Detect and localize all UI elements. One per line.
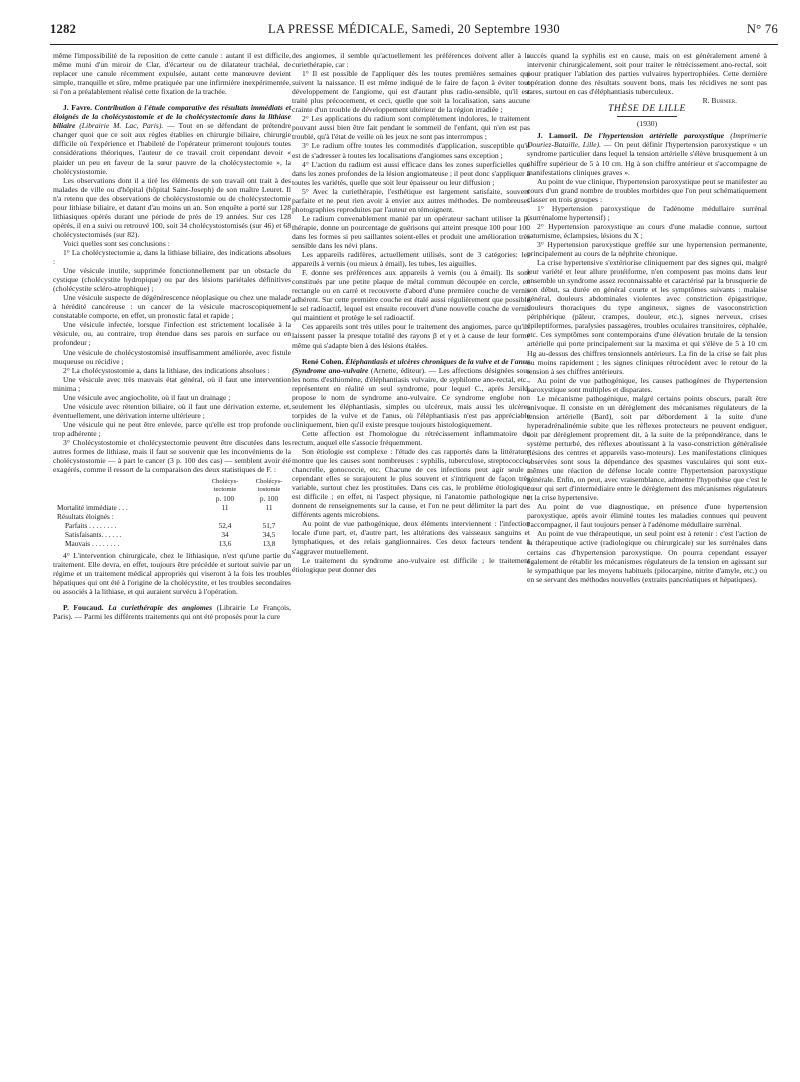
paragraph: 2° Hypertension paroxystique au cours d'une maladie connue, surtout saturnisme, éclampsies, lésions du X ;	[527, 221, 767, 240]
publication-title: LA PRESSE MÉDICALE, Samedi, 20 Septembre 1930	[268, 22, 560, 36]
table-row	[53, 521, 291, 530]
table-header: Cholécys-tectomie	[211, 478, 239, 493]
paragraph: Au point de vue diagnostique, en présence d'une hypertension paroxystique, après avoir éliminé toutes les maladies connues qui peuvent l'accompagner, il faut toujours penser à l'adénome médullaire surrénal.	[527, 502, 767, 530]
table-cell	[247, 512, 291, 521]
paragraph: 3° Le radium offre toutes les commodités d'application, susceptible qu'il est de s'adresser à toutes les localisations d'angiomes sans exception ;	[292, 141, 530, 160]
statistics-table	[53, 477, 291, 548]
paragraph: La crise hypertensive s'extériorise cliniquement par des signes qui, malgré leur variété et leur allure protéiforme, n'en composent pas moins dans leur ensemble un syndrome assez reconnaissable et caractérisé par la brusquerie de son début, sa durée en général courte et les symptômes suivants : malaise général, douleurs abdominales violentes avec constriction épigastrique, douleurs thoraciques du type angineux, signes de vasoconstriction périphérique (pâleur, crampes, douleur, etc.), signes nerveux, crises épileptiformes, paralysies passagères, troubles oculaires transitoires, céphalée, etc. Ces symptômes sont contemporains d'une élévation brutale de la tension artérielle qui porte principalement sur la maxima et qui s'élève de 5 à 10 cm Hg au-dessus des chiffres tensionnels antérieurs. La fin de la crise se fait plus ou moins rapidement ; les signes cliniques rétrocèdent avec le retour de la tension à ses chiffres antérieurs.	[527, 258, 767, 376]
review-publisher: (Librairie Le François, Paris).	[53, 603, 291, 622]
review-title: De l'hypertension artérielle paroxystique	[583, 131, 725, 141]
review-title: Contribution à l'étude comparative des résultats immédiats et éloignés de la cholécystostomie et de la cholécystectomie dans la lithiase biliaire	[53, 103, 291, 131]
table-cell: Parfaits . . . . . . . .	[65, 520, 117, 530]
table-cell: 34,5	[262, 529, 276, 539]
paragraph: 1° La cholécystectomie a, dans la lithiase biliaire, des indications absolues :	[53, 247, 291, 267]
paragraph: Au point de vue clinique, l'hypertension paroxystique peut se manifester au cours d'un grand nombre de troubles morbides que l'on peut schématiquement classer en trois groupes :	[527, 176, 767, 204]
table-cell: Résultats éloignés :	[57, 511, 114, 521]
review-author: P. Foucaud.	[63, 603, 104, 613]
paragraph: des angiomes, il semble qu'actuellement les préférences doivent aller à la curiethérapie, car :	[292, 51, 530, 70]
paragraph: F. donne ses préférences aux appareils à vernis (ou à émail). Ils sont constitués par une petite plaque de métal commun découpée en cercle, en rectangle ou en carré et recouverte d'abord d'une première couche de vernis adhérent. Sur cette première couche est étalé aussi régulièrement que possible le sel radioactif, lequel est ensuite recouvert d'une nouvelle couche de vernis qui maintient et protège le sel radioactif.	[292, 268, 530, 323]
issue-number: N° 76	[746, 22, 778, 36]
paragraph: Une vésicule infectée, lorsque l'infection est strictement localisée à la vésicule, ou, au contraire, trop étendue dans ses parois en surface ou en profondeur ;	[53, 320, 291, 348]
paragraph: Ces appareils sont très utiles pour le traitement des angiomes, parce qu'ils laissent passer la presque totalité des rayons β et γ et à cause de leur forme même qui s'adapte bien à des lésions étalées.	[292, 322, 530, 350]
table-unit: p. 100	[259, 493, 279, 503]
column-2	[292, 51, 530, 574]
review-cohen	[292, 357, 530, 429]
review-publisher: (Arnette, éditeur).	[370, 365, 427, 375]
paragraph: Une vésicule de cholécystostomisé insuffisamment améliorée, avec fistule muqueuse ou récidive ;	[53, 347, 291, 366]
review-body: — Tout en se défendant de prétendre changer quoi que ce soit aux règles établies en chirurgie biliaire, chirurgie difficile où l'expérience et l'habileté de l'opérateur primeront toujours toutes considérations théoriques, l'auteur de ce travail croit cependant devoir « plaider un peu en faveur de la sœur pauvre de la cholécystectomie », la cholécystostomie.	[53, 121, 291, 176]
table-cell: 34	[221, 529, 229, 539]
review-title: Éléphantiasis et ulcères chroniques de la vulve et de l'anus (Syndrome ano-vulvaire	[292, 356, 530, 375]
table-cell: 11	[221, 502, 229, 512]
paragraph: succès quand la syphilis est en cause, mais on est généralement amené à intervenir chirurgicalement, soit pour traiter le rétrécissement ano-rectal, soit pour pratiquer l'ablation des parties vulvaires hypertrophiées. Cette dernière opération donne des résultats souvent bons, mais les récidives ne sont pas rares, surtout en cas d'éléphantiasis tuberculeux.	[527, 51, 767, 97]
paragraph: Le traitement du syndrome ano-vulvaire est difficile ; le traitement étiologique peut donner des	[292, 555, 530, 574]
paragraph: Les observations dont il a tiré les éléments de son travail ont trait à des malades de ville ou d'hôpital (hôpital Saint-Joseph) de son maître Leuret. Il n'a retenu que des observations de cholécystostomie ou de cholécystectomie pour lithiase biliaire, et datant d'au moins un an. Son enquête a porté sur 128 lithiasiques opérés durant une période de près de 19 années. Sur ces 128 opérés, il en a suivi ou retrouvé 100, soit 34 cholécystostomisés (sur 46) et 68 cholécystectomisés (sur 82).	[53, 175, 291, 239]
table-cell: 13,6	[218, 538, 232, 548]
review-publisher: (Imprimerie Douriez-Bataille, Lille).	[527, 131, 767, 150]
paragraph: Le radium convenablement manié par un opérateur sachant utiliser la β-thérapie, donne un pourcentage de guérisons qui atteint presque 100 pour 100 dans les formes si peu saillantes soient-elles et produit une amélioration très sensible dans les névi plans.	[292, 213, 530, 250]
table-cell: 11	[265, 502, 273, 512]
page-header	[50, 22, 778, 40]
paragraph: Une vésicule avec très mauvais état général, où il faut une intervention minima ;	[53, 374, 291, 393]
table-cell: 51,7	[262, 520, 276, 530]
table-unit: p. 100	[215, 493, 235, 503]
section-year: (1930)	[636, 119, 658, 129]
review-body: — On peut définir l'hypertension paroxystique « un syndrome particulier dans lequel la tension artérielle s'élève brusquement à un chiffre supérieur de 5 à 10 cm. Hg à son chiffre antérieur et s'accompagne de manifestations cliniques graves ».	[527, 140, 768, 177]
paragraph: Au point de vue thérapeutique, un seul point est à retenir : c'est l'action de la thérapeutique active (radiologique ou chirurgicale) sur les surrénales dans certains cas d'hypertension paroxystique. On pourra cependant essayer également de rétablir les mécanismes régulateurs de la tension en agissant sur le sympathique par les moyens habituels (pilocarpine, nitrite d'amyle, etc.) ou en se servant des méthodes nouvelles (extraits pancréatiques et hépatiques).	[527, 529, 767, 584]
review-favre	[53, 103, 291, 175]
table-row	[53, 530, 291, 539]
paragraph: Les appareils radifères, actuellement utilisés, sont de 3 catégories: les appareils à vernis (ou mieux à émail), les tubes, les aiguilles.	[292, 250, 530, 269]
review-author: J. Lamoril.	[537, 131, 578, 141]
review-foucaud	[53, 603, 291, 621]
paragraph: Une vésicule inutile, supprimée fonctionnellement par un obstacle du cystique (cholécystite hydropique) ou par des lésions pariétales définitives (cholécystite scléro-atrophique) ;	[53, 266, 291, 294]
paragraph: Une vésicule suspecte de dégénérescence néoplasique ou chez une malade à hérédité cancéreuse : un cancer de la vésicule macroscopiquement constatable comporte, en effet, un pronostic fatal et rapide ;	[53, 293, 291, 321]
paragraph: 3° Cholécystostomie et cholécystectomie peuvent être discutées dans les autres formes de lithiase, mais il faut se souvenir que les inconvénients de la cholécystostomie — à part le cancer (3 p. 100 des cas) — semblent avoir été exagérés, comme il ressort de la comparaison des deux statistiques de F. :	[53, 437, 291, 475]
section-heading: THÈSE DE LILLE	[608, 104, 686, 115]
paragraph: 1° Il est possible de l'appliquer dès les toutes premières semaines qui suivent la naissance. Il est même indiqué de le faire de façon à éviter tout développement de l'angiome, qui est d'autant plus radio-sensible, qu'il est traité plus précocement, et ceci, quelle que soit la localisation, sans aucune crainte d'un trouble de développement ultérieur de la région irradiée ;	[292, 69, 530, 115]
paragraph: Au point de vue pathogénique, les causes pathogènes de l'hypertension paroxystique sont multiples et disparates.	[527, 375, 767, 394]
table-cell: Mortalité immédiate . . .	[57, 502, 128, 512]
paragraph: 4° L'intervention chirurgicale, chez le lithiasique, n'est qu'une partie du traitement. Elle devra, en effet, toujours être précédée et surtout suivie par un régime et un traitement médical appropriés qui viseront à la fois les troubles hépatiques qui ont été à l'origine de la cholécystite, et les troubles secondaires ou associés à la lithiase, et qui auraient survécu à l'opération.	[53, 550, 291, 597]
paragraph: 3° Hypertension paroxystique greffée sur une hypertension permanente, principalement au cours de la néphrite chronique.	[527, 239, 767, 258]
heading-rule	[617, 116, 677, 117]
table-cell: Mauvais . . . . . . . .	[65, 538, 120, 548]
paragraph: Le mécanisme pathogénique, malgré certains points obscurs, paraît être univoque. Il consiste en un dérèglement des mécanismes régulateurs de la tension artérielle (Bard), soit par débordement à la suite d'une hyperadrénalinémie subite que les réflexes protecteurs ne peuvent endiguer, soit par dérèglement proprement dit, à la suite de la prépondérance, dans le système perturbé, des réflexes aboutissant à la vaso-constriction généralisée (lésions des centres et appareils vaso-moteurs). Les manifestations cliniques observées sont sous la dépendance des spasmes vasculaires qui sont eux-mêmes une réaction de défense locale contre l'hypertension paroxystique générale. Enfin, on peut, avec vraisemblance, admettre l'hypothèse que c'est le cœur qui sert d'intermédiaire entre le dérèglement des mécanismes régulateurs et la crise hypertensive.	[527, 393, 767, 503]
paragraph: Une vésicule avec angiocholite, où il faut un drainage ;	[63, 392, 231, 402]
column-3	[527, 51, 767, 584]
review-author: René Cohen.	[302, 356, 344, 366]
review-author: J. Favre.	[63, 103, 93, 113]
column-1	[53, 51, 291, 621]
review-publisher: (Librairie M. Lac, Paris).	[79, 121, 164, 131]
table-row	[53, 503, 291, 512]
reviewer-signature: R. Burnier.	[702, 96, 737, 106]
paragraph: 2° Les applications du radium sont complètement indolores, le traitement pouvant aussi bien être fait pendant le sommeil de l'enfant, qui n'en est pas troublé, qu'à l'état de veille où les jeux ne sont pas interrompus ;	[292, 114, 530, 142]
paragraph: 4° L'action du radium est aussi efficace dans les zones superficielles que dans les zones profondes de la lésion angiomateuse ; il peut donc s'appliquer à toutes les variétés, quelle que soit leur épaisseur ou leur diffusion ;	[292, 159, 530, 187]
paragraph: 5° Avec la curiethérapie, l'esthétique est largement satisfaite, souvent parfaite et ne peut rien avoir à envier aux autres méthodes. De nombreuses photographies reproduites par l'auteur en témoignent.	[292, 186, 530, 214]
table-cell: 13,8	[262, 538, 276, 548]
paragraph: Son étiologie est complexe : l'étude des cas rapportés dans la littérature montre que les causes sont nombreuses : syphilis, tuberculose, streptococcie, chancrelle, gonococcie, etc. Chacune de ces infections peut agir seule ; cependant elles se surajoutent le plus souvent et s'intriquent de façon très variable, surtout chez les prostituées. Dans ces cas, le problème étiologique est difficile ; en effet, ni l'aspect physique, ni l'anatomie pathologique ne donnent de renseignements sur la cause, et l'on ne peut délimiter la part des différents agents microbiens.	[292, 447, 530, 520]
paragraph: 1° Hypertension paroxystique de l'adénome médullaire surrénal (surrénalome hypertensif) ;	[527, 203, 767, 222]
table-row	[53, 512, 291, 521]
paragraph: Au point de vue pathogénique, deux éléments interviennent : l'infection locale d'une part, et, d'autre part, les altérations des vaisseaux sanguins et lymphatiques, et des relais ganglionnaires. Ces deux facteurs tendent à s'aggraver mutuellement.	[292, 519, 530, 556]
paragraph: Une vésicule avec rétention biliaire, où il faut une dérivation externe, et, éventuellement, une dérivation interne ultérieure ;	[53, 401, 291, 420]
paragraph: 2° La cholécystostomie a, dans la lithiase, des indications absolues :	[63, 365, 270, 375]
table-cell	[203, 512, 247, 521]
review-lamoril	[527, 131, 767, 176]
table-cell: 52,4	[218, 520, 232, 530]
paragraph: Voici quelles sont ses conclusions :	[63, 238, 170, 248]
paragraph: Une vésicule qui ne peut être enlevée, parce qu'elle est trop profonde ou trop adhérente ;	[53, 419, 291, 438]
review-body: — Les affections désignées sous les noms d'esthiomène, d'éléphantiasis vulvaire, de syphilome ano-rectal, etc., représentent en réalité un seul syndrome, pour lequel C., après Jersild, propose le nom de syndrome ano-vulvaire. Ce syndrome englobe non seulement les éléphantiasis, simples ou ulcéreux, mais aussi les ulcères torpides de la vulve et de l'anus, où l'éléphantiasis n'est pas appréciable cliniquement, bien qu'il existe presque toujours histologiquement.	[292, 365, 531, 429]
table-row	[53, 539, 291, 548]
table-cell: Satisfaisants. . . . . .	[65, 529, 122, 539]
paragraph: Cette affection est l'homologue du rétrécissement inflammatoire du rectum, auquel elle s'associe fréquemment.	[292, 428, 530, 447]
header-rule	[50, 44, 778, 45]
page-number: 1282	[50, 22, 77, 36]
paragraph: même l'impossibilité de la reposition de cette canule : autant il est difficile, même muni d'un miroir de Clar, d'écarteur ou de dilatateur trachéal, de replacer une canule récemment expulsée, autant cette manœuvre devient simple, tranquille et sûre, même pratiquée par une infirmière inexpérimentée, si l'on a préalablement réalisé cette fixation de la trachée.	[53, 51, 291, 97]
table-header: Cholécys-tostomie	[255, 478, 283, 493]
review-title: La curiethérapie des angiomes	[108, 603, 213, 613]
review-body: — Parmi les différents traitements qui ont été proposés pour la cure	[74, 612, 280, 622]
